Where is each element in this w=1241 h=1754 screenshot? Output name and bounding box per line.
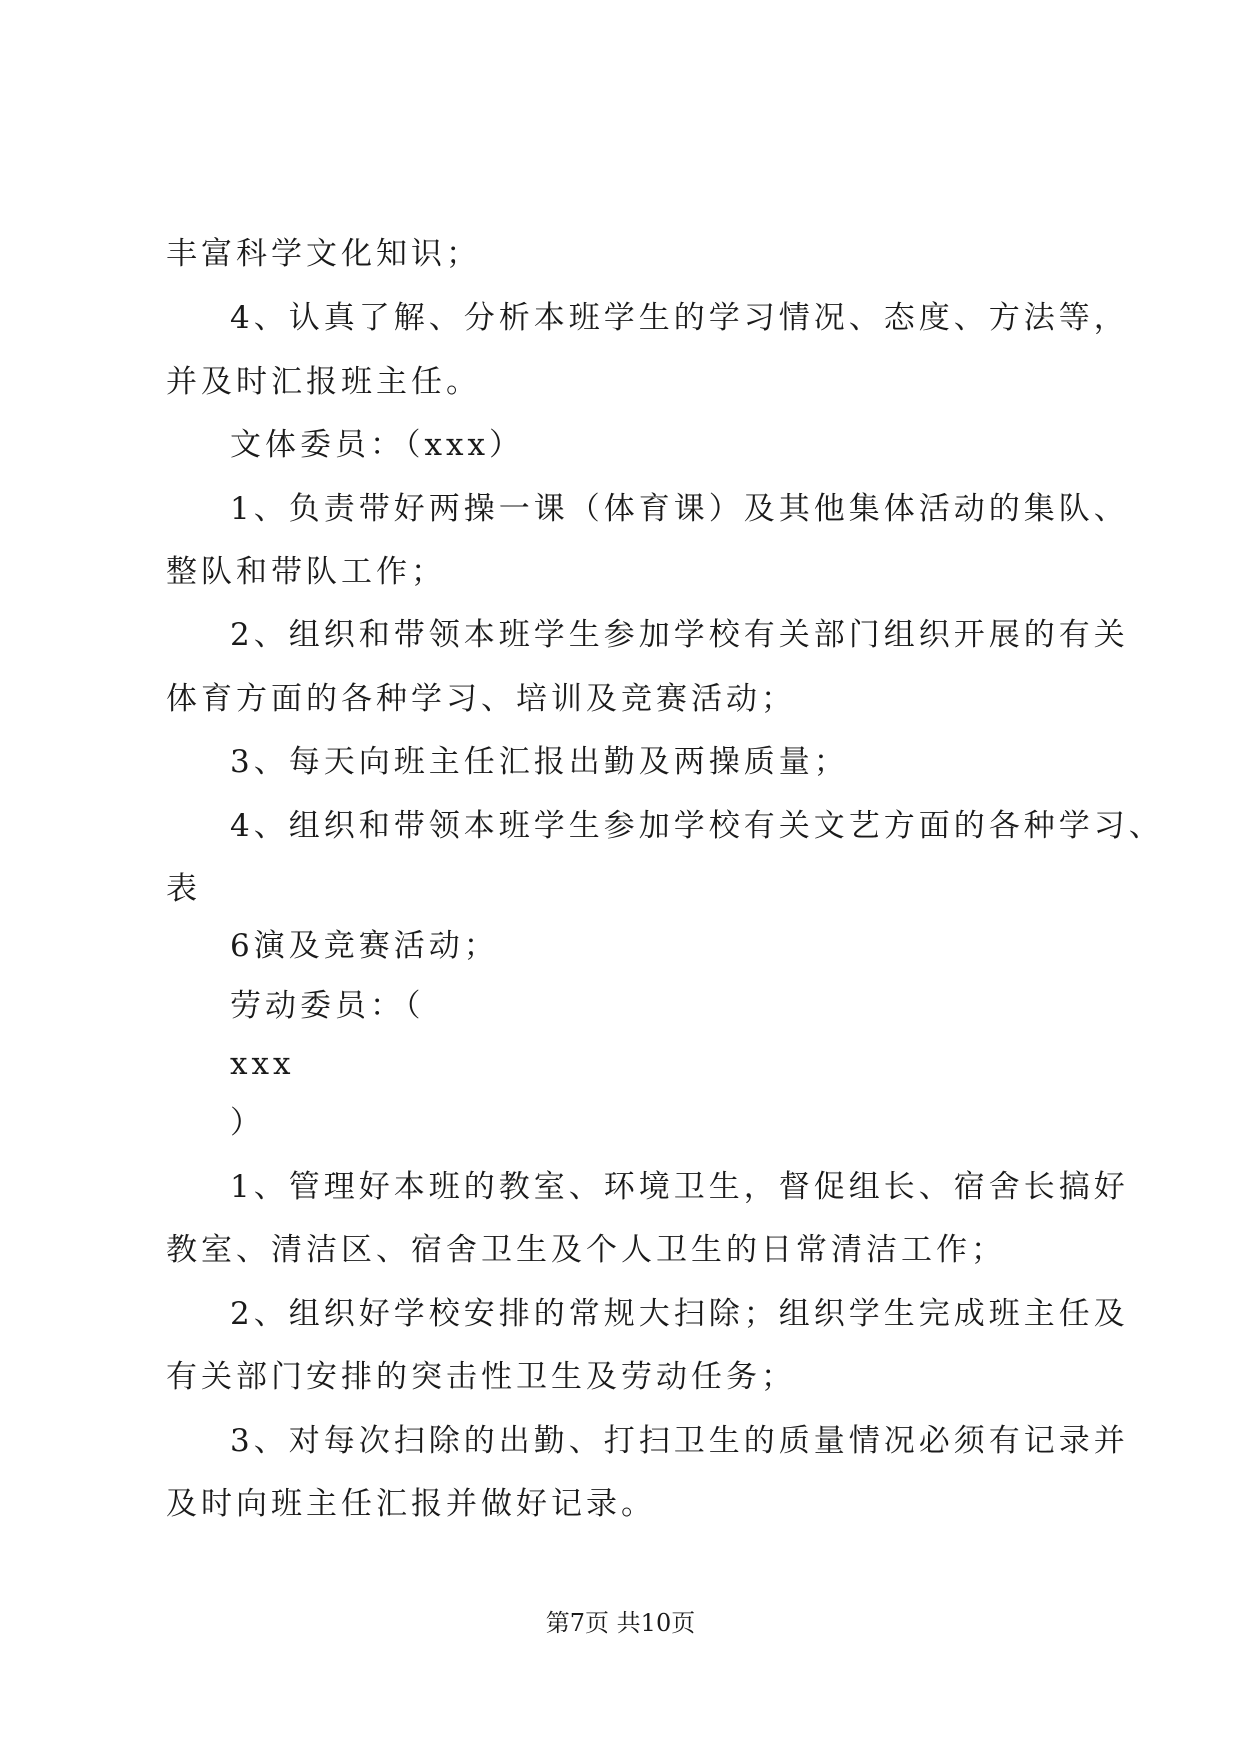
text-line: 整队和带队工作； [166,554,446,590]
text-line: 教室、清洁区、宿舍卫生及个人卫生的日常清洁工作； [166,1232,1006,1268]
text-line: 2、组织好学校安排的常规大扫除；组织学生完成班主任及 [230,1296,1129,1332]
section-heading: 劳动委员：（ [230,988,425,1024]
text-line: ） [230,1105,265,1141]
text-line: 表 [166,871,201,907]
text-line: xxx [230,1046,295,1082]
text-line: 体育方面的各种学习、培训及竞赛活动； [166,681,796,717]
text-line: 有关部门安排的突击性卫生及劳动任务； [166,1359,796,1395]
text-line: 4、认真了解、分析本班学生的学习情况、态度、方法等， [230,300,1129,336]
text-line: 及时向班主任汇报并做好记录。 [166,1486,656,1522]
text-line: 1、负责带好两操一课（体育课）及其他集体活动的集队、 [230,491,1129,527]
text-line: 3、每天向班主任汇报出勤及两操质量； [230,744,849,780]
text-line: 6演及竞赛活动； [230,928,499,964]
text-line: 1、管理好本班的教室、环境卫生，督促组长、宿舍长搞好 [230,1169,1129,1205]
text-line: 3、对每次扫除的出勤、打扫卫生的质量情况必须有记录并 [230,1423,1129,1459]
page-footer: 第7页 共10页 [545,1609,696,1637]
text-line: 丰富科学文化知识； [166,236,481,272]
text-line: 4、组织和带领本班学生参加学校有关文艺方面的各种学习、 [230,808,1164,844]
text-line: 2、组织和带领本班学生参加学校有关部门组织开展的有关 [230,617,1129,653]
section-heading: 文体委员：（xxx） [230,427,524,463]
text-line: 并及时汇报班主任。 [166,364,481,400]
